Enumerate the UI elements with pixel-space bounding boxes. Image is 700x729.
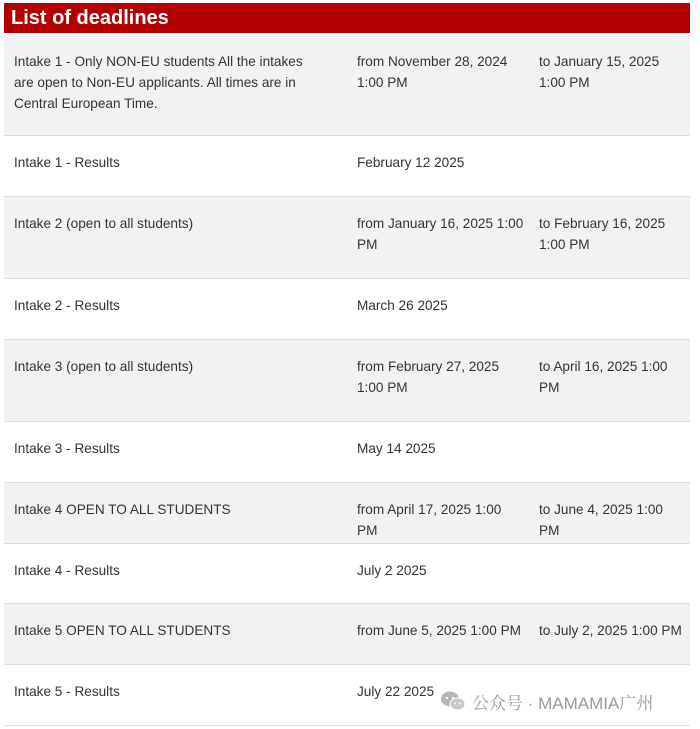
date-to: to July 2, 2025 1:00 PM [539,623,682,638]
intake-label: Intake 5 - Results [14,684,120,699]
table-row [4,197,690,279]
date-from: from June 5, 2025 1:00 PM [357,623,521,638]
table-row [4,483,690,544]
date-to: to June 4, 2025 1:00 PM [539,502,663,538]
table-row [4,279,690,340]
date-from: March 26 2025 [357,298,448,313]
date-to: to January 15, 2025 1:00 PM [539,54,660,90]
date-to: to February 16, 2025 1:00 PM [539,216,666,252]
deadlines-table [4,35,690,726]
intake-label: Intake 5 OPEN TO ALL STUDENTS [14,623,231,638]
intake-label: Intake 2 - Results [14,298,120,313]
date-to: to April 16, 2025 1:00 PM [539,359,668,395]
intake-label: Intake 2 (open to all students) [14,216,194,231]
intake-label: Intake 4 OPEN TO ALL STUDENTS [14,502,231,517]
date-from: from April 17, 2025 1:00 PM [357,502,502,538]
table-row [4,604,690,665]
date-from: from November 28, 2024 1:00 PM [357,54,508,90]
intake-label: Intake 1 - Results [14,155,120,170]
table-row [4,35,690,136]
intake-label: Intake 4 - Results [14,563,120,578]
wechat-icon [440,690,466,712]
date-from: February 12 2025 [357,155,465,170]
table-row [4,340,690,422]
date-from: from January 16, 2025 1:00 PM [357,216,524,252]
intake-label: Intake 3 (open to all students) [14,359,194,374]
page-title: List of deadlines [4,3,690,33]
watermark-text: 公众号 · MAMAMIA广州 [472,693,654,713]
date-from: May 14 2025 [357,441,436,456]
watermark [440,690,653,712]
date-from: July 22 2025 [357,684,435,699]
date-from: from February 27, 2025 1:00 PM [357,359,500,395]
intake-label: Intake 1 - Only NON-EU students All the intakes are open to Non-EU applicants. All times are in Central European Time. [14,54,303,111]
table-row [4,136,690,197]
table-row [4,422,690,483]
table-row [4,544,690,604]
date-from: July 2 2025 [357,563,427,578]
intake-label: Intake 3 - Results [14,441,120,456]
